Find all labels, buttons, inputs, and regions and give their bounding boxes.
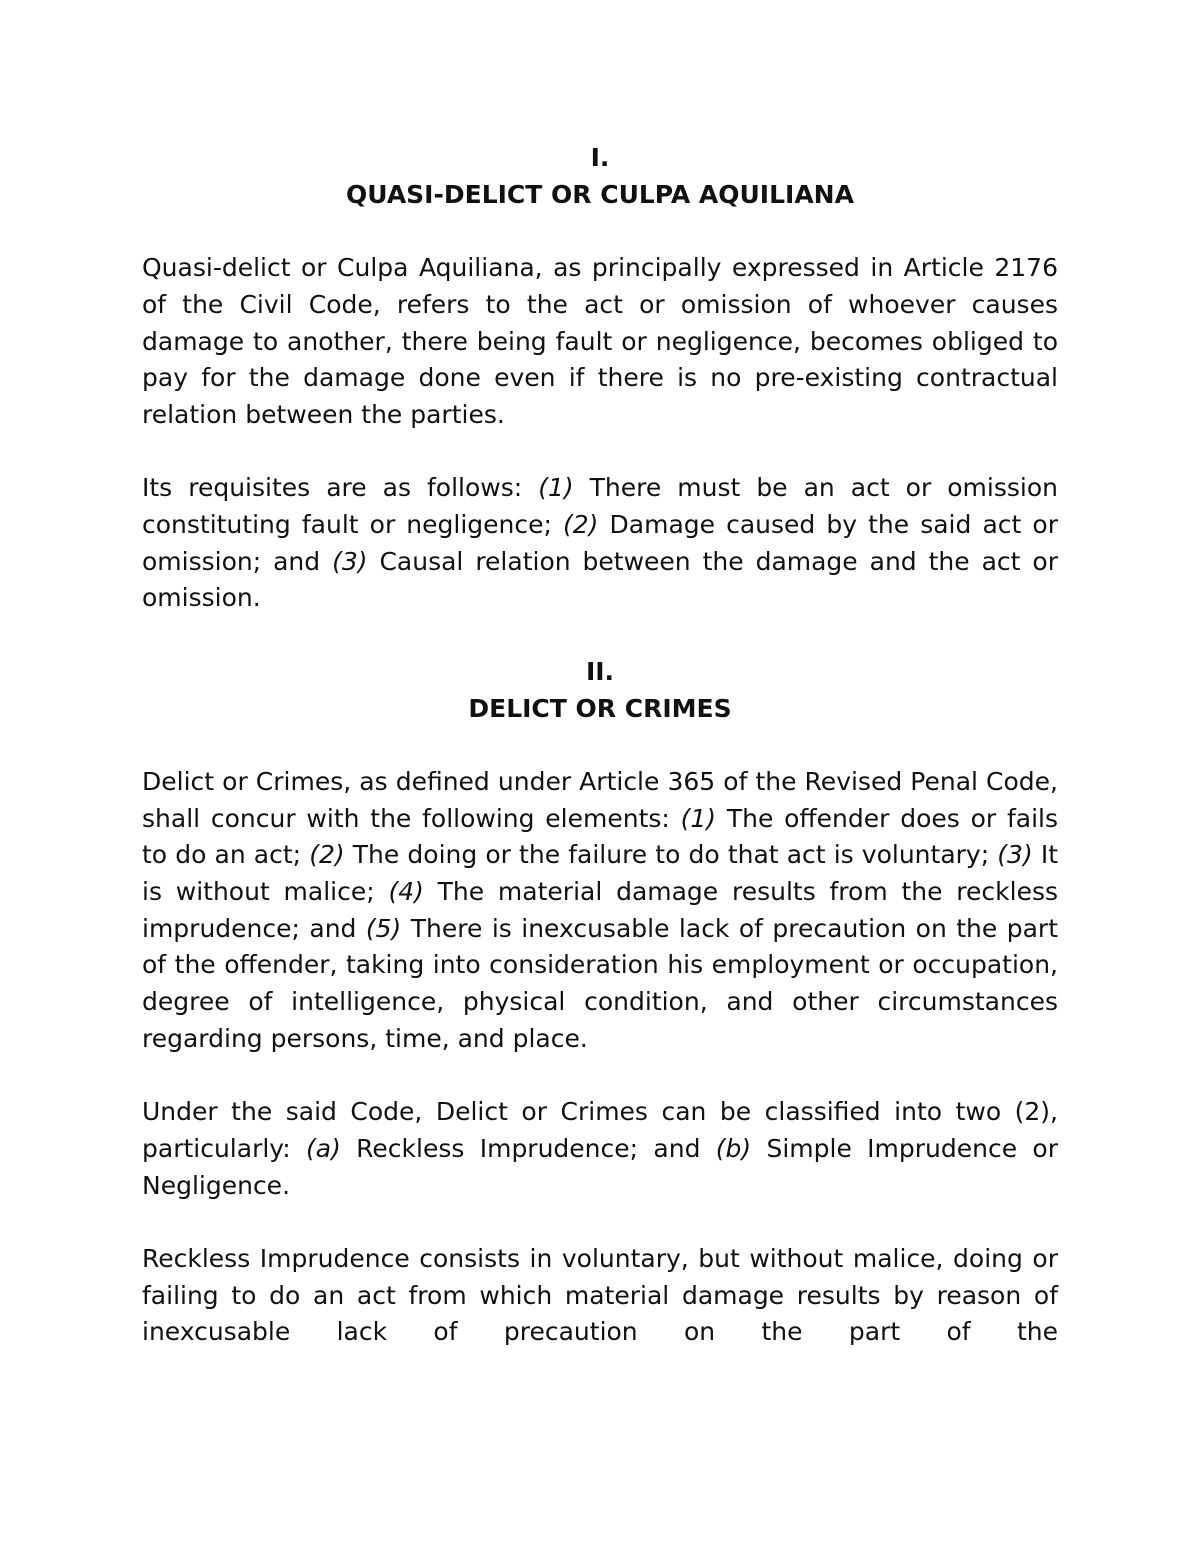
element-marker-2: (2)	[309, 840, 345, 870]
document-page	[142, 140, 1058, 1351]
classification-marker-a: (a)	[306, 1133, 341, 1163]
classification-marker-b: (b)	[715, 1133, 752, 1163]
element-marker-1: (1)	[680, 803, 717, 833]
element-marker-3: (3)	[997, 840, 1033, 870]
element-text-1: The offender does or fails to do an act;	[142, 803, 1058, 870]
section-1-title: QUASI-DELICT OR CULPA AQUILIANA	[346, 179, 854, 209]
element-marker-4: (4)	[388, 877, 424, 906]
requisites-intro: Its requisites are as follows:	[142, 473, 539, 503]
element-text-4: The material damage results from the reckless imprudence; and	[142, 877, 1059, 943]
section-1-paragraph-2	[142, 470, 1058, 617]
section-1-paragraph-1: Quasi-delict or Culpa Aquiliana, as principally expressed in Article 2176 of the Civil Code, refers to the act or omission of whoever causes damage to another, there being fault or negligence, becomes obliged to pay for the damage done even if there is no pre-existing contractual relation between the parties.	[142, 253, 1058, 429]
requisite-text-2: Damage caused by the said act or omission; and	[142, 510, 1058, 576]
classification-text-b: Simple Imprudence or Negligence.	[142, 1133, 1058, 1200]
element-marker-5: (5)	[365, 913, 402, 943]
section-2-paragraph-3: Reckless Imprudence consists in voluntary, but without malice, doing or failing to do an act from which material damage results by reason of inexcusable lack of precaution on the part of the	[142, 1244, 1058, 1347]
requisite-text-3: Causal relation between the damage and the act or omission.	[142, 546, 1058, 613]
section-2-paragraph-2	[142, 1094, 1058, 1204]
element-text-3: It is without malice;	[142, 840, 1059, 906]
elements-intro: Delict or Crimes, as defined under Article 365 of the Revised Penal Code, shall concur with the following elements:	[142, 766, 1058, 833]
element-text-2: The doing or the failure to do that act is voluntary;	[344, 840, 998, 870]
requisite-text-1: There must be an act or omission constituting fault or negligence;	[142, 473, 1058, 539]
section-1-number: I.	[590, 143, 610, 172]
section-2-title: DELICT OR CRIMES	[468, 693, 732, 723]
requisite-marker-2: (2)	[563, 510, 599, 539]
requisite-marker-3: (3)	[332, 546, 368, 576]
requisite-marker-1: (1)	[538, 473, 574, 503]
classification-text-a: Reckless Imprudence; and	[340, 1133, 716, 1163]
classification-intro: Under the said Code, Delict or Crimes can be classified into two (2), particularly:	[142, 1097, 1058, 1163]
section-2-number: II.	[585, 656, 615, 686]
section-2-paragraph-1	[142, 764, 1058, 1058]
element-text-5: There is inexcusable lack of precaution on the part of the offender, taking into consideration his employment or occupation, degree of intelligence, physical condition, and other circumstances regarding persons, time, and place.	[142, 913, 1058, 1053]
